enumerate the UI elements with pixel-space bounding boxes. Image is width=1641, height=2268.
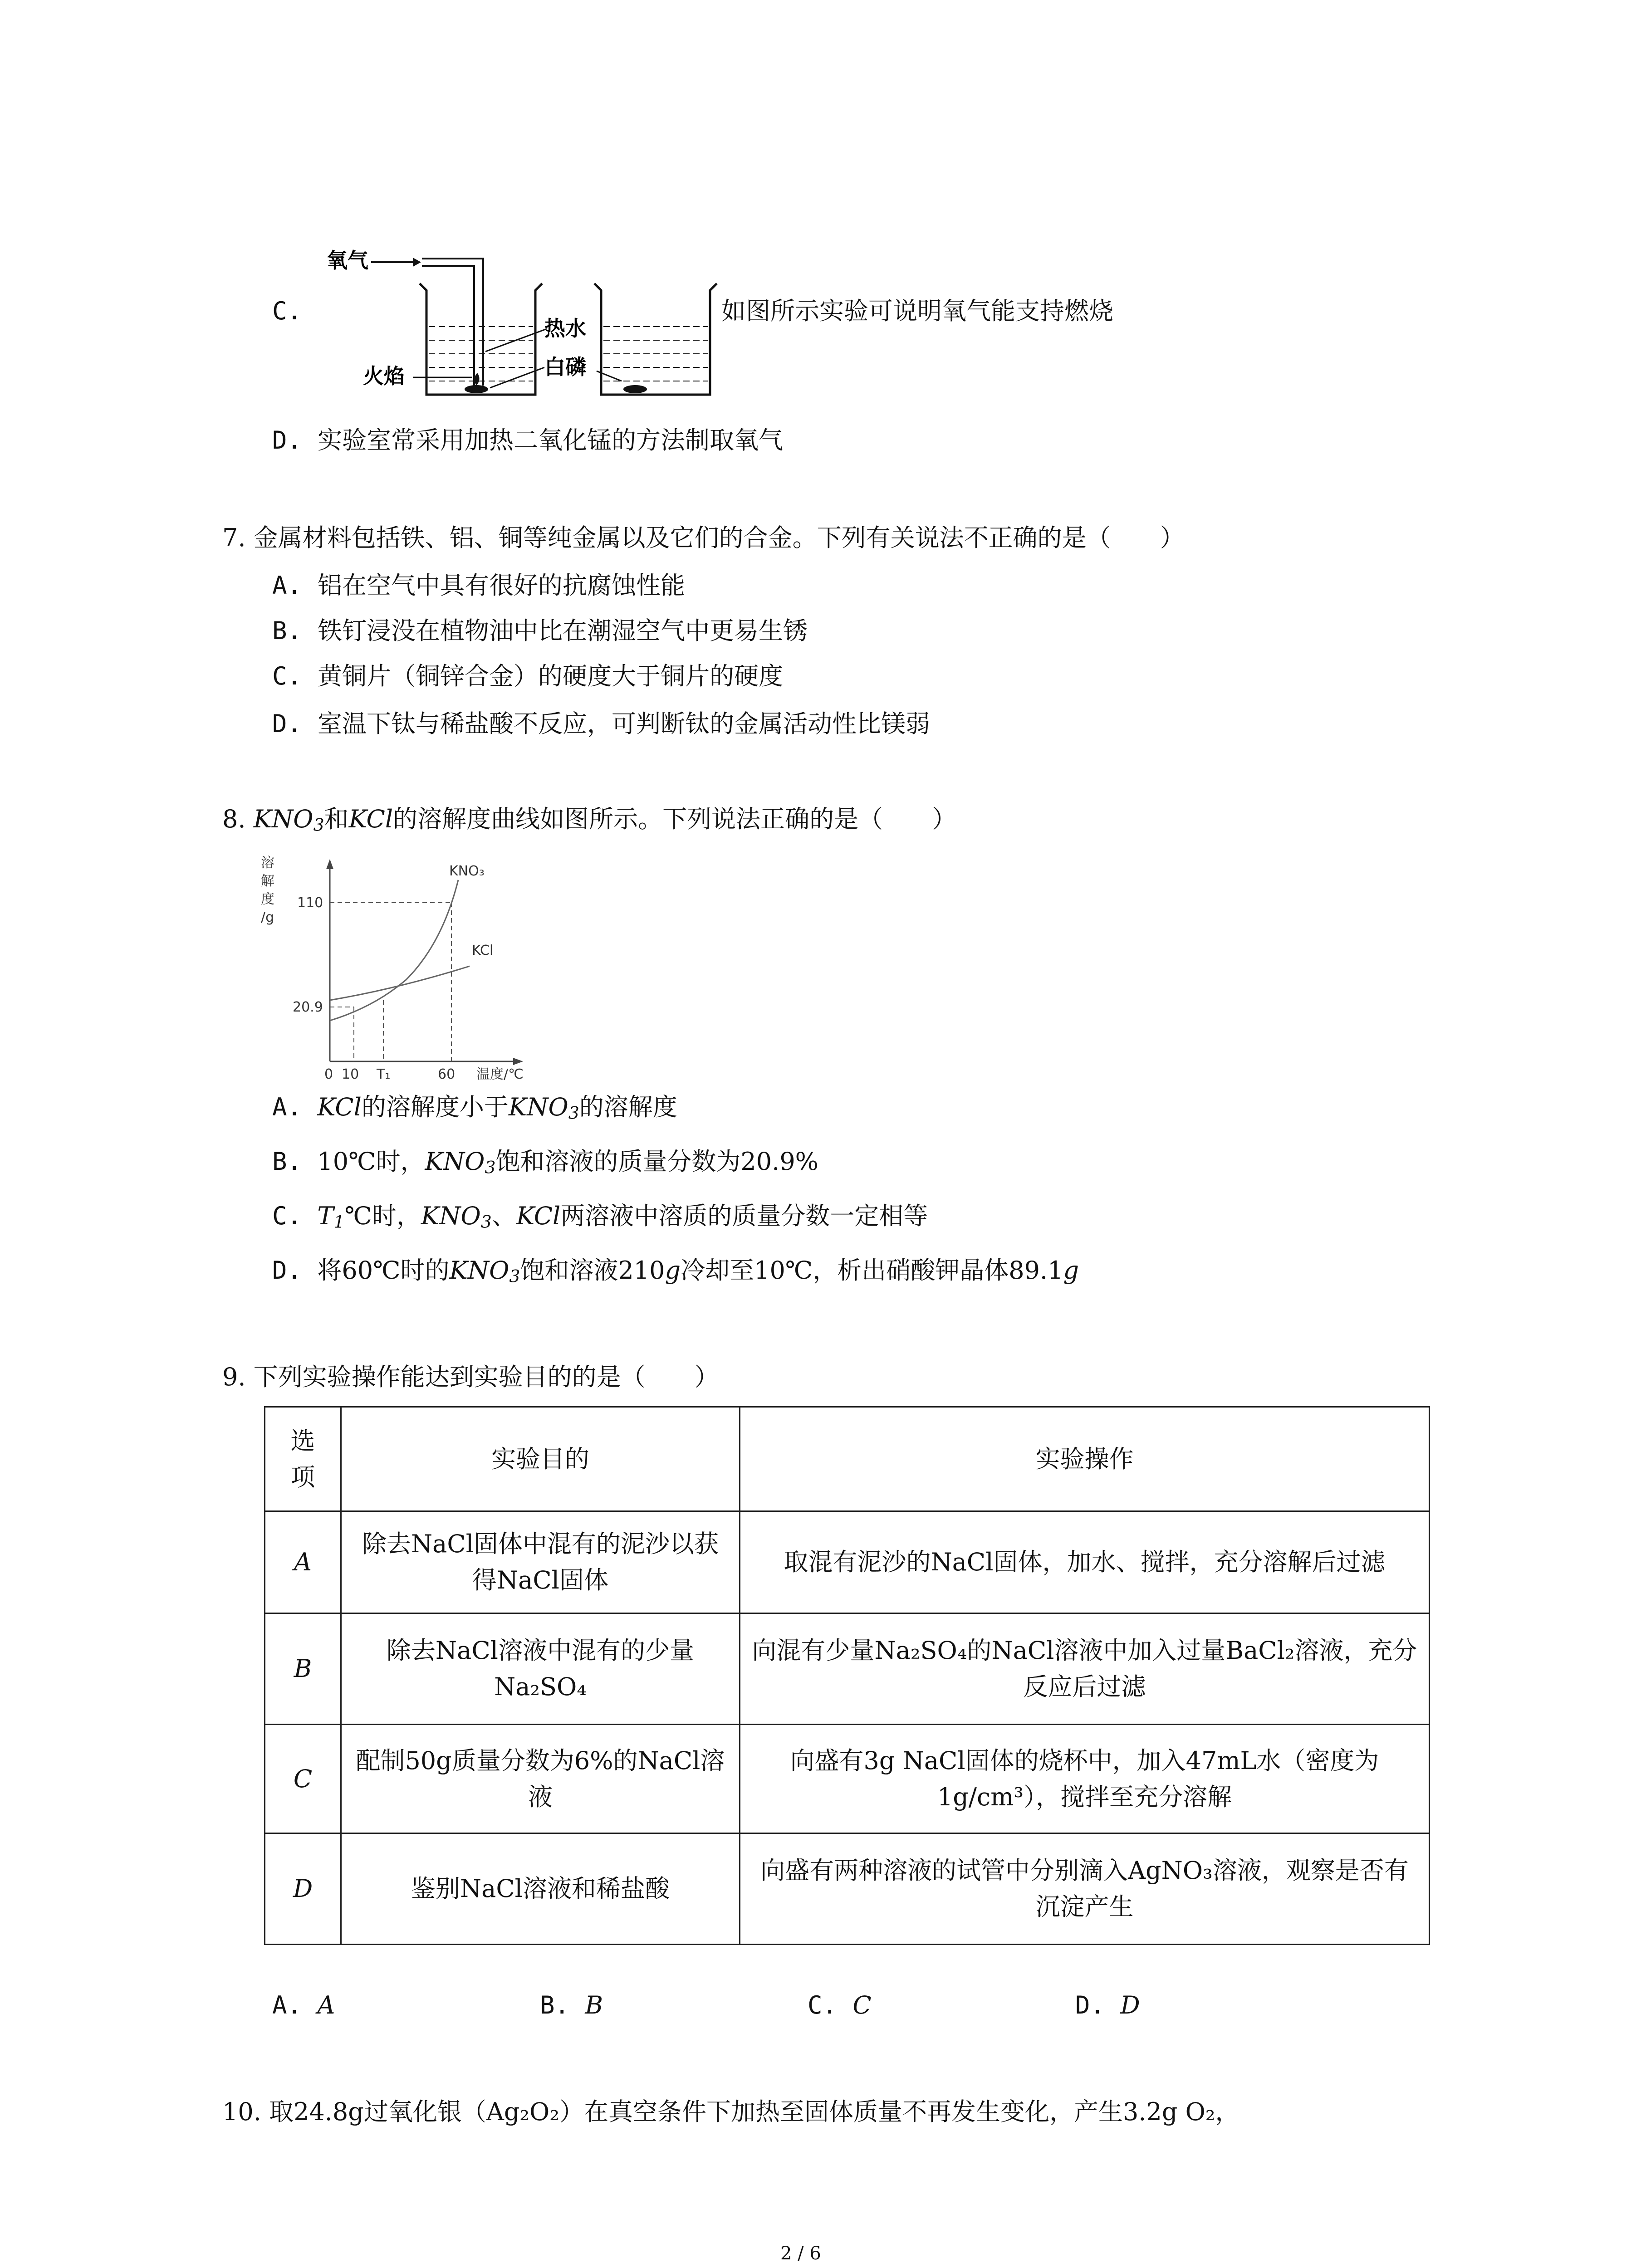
- header-option: 选项: [265, 1407, 341, 1511]
- option-c-text: 如图所示实验可说明氧气能支持燃烧: [721, 297, 1113, 325]
- x-tick-10: 10: [342, 1066, 359, 1082]
- option-c-label: C.: [272, 297, 302, 325]
- table-row: [265, 1511, 1430, 1613]
- q7-c-text: 黄铜片（铜锌合金）的硬度大于铜片的硬度: [318, 662, 783, 690]
- q8-stem: 8. $KNO_3$和KCl的溶解度曲线如图所示。下列说法正确的是（ ）: [222, 805, 957, 835]
- q8-option-b: B. 10℃时，$KNO_3$饱和溶液的质量分数为20.9%: [272, 1147, 818, 1178]
- solubility-graph: [261, 853, 542, 1089]
- q7-d-text: 室温下钛与稀盐酸不反应，可判断钛的金属活动性比镁弱: [318, 709, 930, 738]
- q7-a-label: A.: [272, 571, 302, 600]
- q8-option-a: A. KCl的溶解度小于$KNO_3$的溶解度: [272, 1093, 677, 1123]
- ylabel-char-4: /g: [261, 909, 274, 925]
- q7-b-text: 铁钉浸没在植物油中比在潮湿空气中更易生锈: [318, 616, 808, 645]
- row-operation: 向盛有两种溶液的试管中分别滴入AgNO₃溶液，观察是否有沉淀产生: [740, 1833, 1429, 1945]
- q7-stem: 7. 金属材料包括铁、铝、铜等纯金属以及它们的合金。下列有关说法不正确的是（ ）: [222, 523, 1185, 552]
- row-goal: 配制50g质量分数为6%的NaCl溶液: [341, 1725, 740, 1833]
- header-operation: 实验操作: [740, 1407, 1429, 1511]
- ylabel-char-2: 解: [261, 873, 274, 889]
- option-d-text: 实验室常采用加热二氧化锰的方法制取氧气: [318, 426, 783, 455]
- y-tick-110: 110: [297, 895, 323, 911]
- q9-stem: 9. 下列实验操作能达到实验目的的是（ ）: [222, 1363, 719, 1391]
- x-tick-60: 60: [438, 1066, 456, 1082]
- table-row: [265, 1613, 1430, 1725]
- ylabel-char-3: 度: [261, 891, 274, 907]
- q9-table: [264, 1406, 1430, 1945]
- header-goal: 实验目的: [341, 1407, 740, 1511]
- q7-b-label: B.: [272, 616, 302, 645]
- row-operation: 取混有泥沙的NaCl固体，加水、搅拌，充分溶解后过滤: [740, 1511, 1429, 1613]
- table-row: [265, 1833, 1430, 1945]
- row-goal: 鉴别NaCl溶液和稀盐酸: [341, 1833, 740, 1945]
- row-option: C: [265, 1725, 341, 1833]
- label-white-phosphorus: 白磷: [544, 355, 586, 379]
- q7-c-label: C.: [272, 662, 302, 690]
- row-operation: 向盛有3g NaCl固体的烧杯中，加入47mL水（密度为1g/cm³），搅拌至充分溶解: [740, 1725, 1429, 1833]
- label-flame: 火焰: [363, 364, 405, 388]
- q10-text: 10. 取24.8g过氧化银（Ag₂O₂）在真空条件下加热至固体质量不再发生变化，产生3.2g O₂，: [222, 2097, 1240, 2126]
- kcl-curve: [330, 966, 470, 1000]
- row-goal: 除去NaCl溶液中混有的少量Na₂SO₄: [341, 1613, 740, 1725]
- label-hot-water: 热水: [544, 316, 586, 341]
- table-header-row: [265, 1407, 1430, 1511]
- x-axis-label: 温度/℃: [476, 1066, 524, 1082]
- q8-option-c: C. $T_1℃$时，$KNO_3$、KCl两溶液中溶质的质量分数一定相等: [272, 1202, 928, 1232]
- q9-answer-a: A. A: [272, 1991, 335, 2019]
- q7-a-text: 铝在空气中具有很好的抗腐蚀性能: [318, 571, 685, 600]
- kno3-curve: [330, 880, 458, 1021]
- q8-option-d: D. 将60℃时的$KNO_3$饱和溶液210g冷却至10℃，析出硝酸钾晶体89.1g: [272, 1256, 1079, 1286]
- label-oxygen: 氧气: [327, 248, 368, 273]
- table-row: [265, 1725, 1430, 1833]
- ylabel-char-1: 溶: [261, 855, 274, 871]
- oxygen-combustion-figure: [318, 245, 735, 399]
- q7-d-label: D.: [272, 709, 302, 738]
- series-label-kno3: KNO₃: [449, 863, 485, 879]
- row-option: D: [265, 1833, 341, 1945]
- page-number: 2 / 6: [780, 2243, 821, 2264]
- row-option: B: [265, 1613, 341, 1725]
- x-tick-0: 0: [324, 1066, 333, 1082]
- row-operation: 向混有少量Na₂SO₄的NaCl溶液中加入过量BaCl₂溶液，充分反应后过滤: [740, 1613, 1429, 1725]
- q9-answer-d: D. D: [1075, 1991, 1140, 2019]
- option-d-label: D.: [272, 426, 302, 455]
- row-goal: 除去NaCl固体中混有的泥沙以获得NaCl固体: [341, 1511, 740, 1613]
- series-label-kcl: KCl: [472, 943, 494, 958]
- q9-answer-c: C. C: [808, 1991, 872, 2019]
- x-tick-t1: T₁: [377, 1066, 391, 1082]
- y-tick-20-9: 20.9: [293, 999, 323, 1015]
- row-option: A: [265, 1511, 341, 1613]
- q9-answer-b: B. B: [540, 1991, 603, 2019]
